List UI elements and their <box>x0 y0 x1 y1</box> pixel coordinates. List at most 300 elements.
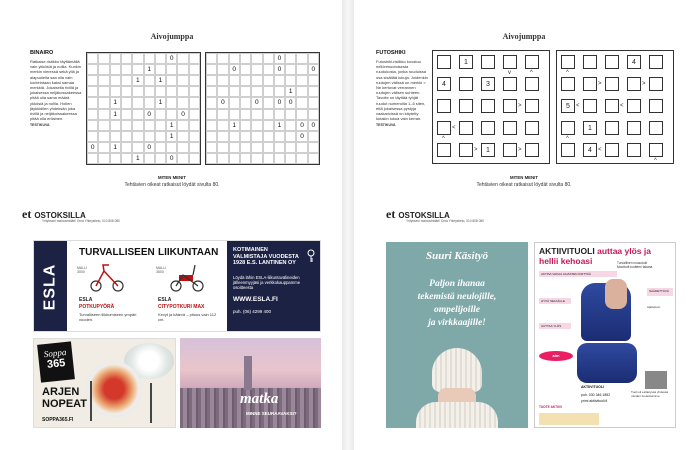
grid-cell[interactable] <box>132 142 143 153</box>
grid-cell[interactable] <box>229 131 240 142</box>
citykick-icon <box>169 261 205 293</box>
grid-cell[interactable] <box>177 142 188 153</box>
futoshiki-cell[interactable] <box>649 55 663 69</box>
grid-cell[interactable] <box>206 97 217 108</box>
model-2-name: ESLA <box>158 297 172 303</box>
grid-cell[interactable]: 1 <box>132 153 143 164</box>
grid-cell[interactable] <box>308 153 319 164</box>
grid-cell[interactable] <box>144 53 155 64</box>
grid-cell[interactable] <box>87 109 98 120</box>
futoshiki-cell[interactable] <box>503 121 517 135</box>
grid-cell[interactable] <box>274 109 285 120</box>
puzzle-name: BINAIRO <box>30 50 54 56</box>
futoshiki-cell[interactable] <box>481 55 495 69</box>
grid-cell[interactable] <box>87 153 98 164</box>
grid-cell[interactable] <box>229 97 240 108</box>
grid-cell[interactable] <box>121 109 132 120</box>
grid-cell[interactable] <box>251 64 262 75</box>
grid-cell[interactable] <box>206 75 217 86</box>
grid-cell[interactable] <box>121 131 132 142</box>
grid-cell[interactable] <box>177 120 188 131</box>
grid-cell[interactable] <box>189 142 200 153</box>
futoshiki-cell[interactable] <box>459 121 473 135</box>
grid-cell[interactable]: 0 <box>274 53 285 64</box>
grid-cell[interactable] <box>155 64 166 75</box>
puzzle-instructions <box>376 59 430 129</box>
esla-company: KOTIMAINEN VALMISTAJA VUODESTA 1928 E.S. LANTINEN OY <box>233 247 299 266</box>
grid-cell[interactable] <box>98 153 109 164</box>
futoshiki-cell[interactable]: 1 <box>583 121 597 135</box>
futoshiki-cell[interactable] <box>649 121 663 135</box>
grid-cell[interactable] <box>229 86 240 97</box>
grid-cell[interactable] <box>166 97 177 108</box>
grid-cell[interactable] <box>206 142 217 153</box>
grid-cell[interactable] <box>155 86 166 97</box>
grid-cell[interactable]: 1 <box>155 75 166 86</box>
grid-cell[interactable] <box>296 153 307 164</box>
esla-url[interactable]: WWW.ESLA.FI <box>233 296 278 304</box>
grid-cell[interactable] <box>274 75 285 86</box>
grid-cell[interactable] <box>144 86 155 97</box>
model-2-tag: MALLI 3600 <box>156 266 167 274</box>
suuri-kasityo-ad[interactable] <box>386 242 528 428</box>
grid-cell[interactable]: 0 <box>296 120 307 131</box>
grid-cell[interactable] <box>240 142 251 153</box>
grid-cell[interactable]: 1 <box>144 64 155 75</box>
grid-cell[interactable] <box>285 131 296 142</box>
grid-cell[interactable] <box>87 64 98 75</box>
esla-info-panel <box>227 241 321 332</box>
grid-cell[interactable] <box>98 64 109 75</box>
grid-cell[interactable]: 0 <box>251 97 262 108</box>
aktiivi-bullets <box>617 261 652 269</box>
grid-cell[interactable] <box>285 75 296 86</box>
grid-cell[interactable] <box>98 97 109 108</box>
grid-cell[interactable] <box>189 131 200 142</box>
grid-cell[interactable] <box>144 131 155 142</box>
grid-cell[interactable]: 0 <box>144 109 155 120</box>
grid-cell[interactable]: 0 <box>166 153 177 164</box>
grid-cell[interactable]: 0 <box>177 109 188 120</box>
grid-cell[interactable] <box>229 153 240 164</box>
section-subheading: Yritykseni mainosträtäri! Oma Yhteystieto, 010 808 080 <box>42 219 120 223</box>
inequality-sign: ^ <box>442 136 445 142</box>
grid-cell[interactable] <box>308 131 319 142</box>
grid-cell[interactable]: 0 <box>229 64 240 75</box>
futoshiki-cell[interactable] <box>605 99 619 113</box>
futoshiki-cell[interactable] <box>649 143 663 157</box>
grid-cell[interactable]: 1 <box>110 109 121 120</box>
grid-cell[interactable] <box>229 142 240 153</box>
futoshiki-cell[interactable] <box>525 55 539 69</box>
grid-cell[interactable] <box>285 142 296 153</box>
grid-cell[interactable] <box>98 86 109 97</box>
suuri-copy <box>386 278 528 330</box>
grid-cell[interactable] <box>217 120 228 131</box>
grid-cell[interactable] <box>87 53 98 64</box>
grid-cell[interactable] <box>240 109 251 120</box>
grid-cell[interactable] <box>98 120 109 131</box>
kickbike-icon <box>89 261 125 293</box>
grid-cell[interactable] <box>121 153 132 164</box>
grid-cell[interactable] <box>206 153 217 164</box>
grid-cell[interactable] <box>121 53 132 64</box>
suuri-line-4: ja virkkaajille! <box>428 318 486 328</box>
grid-cell[interactable] <box>144 120 155 131</box>
inequality-sign: ^ <box>530 70 533 76</box>
grid-cell[interactable] <box>296 109 307 120</box>
aktiivi-phone: puh. 030 346 1852 <box>581 393 611 397</box>
aktiivi-headline-3: hellii kehoasi <box>539 256 593 266</box>
futoshiki-cell[interactable] <box>605 77 619 91</box>
grid-cell[interactable] <box>251 153 262 164</box>
grid-cell[interactable]: 0 <box>274 64 285 75</box>
grid-cell[interactable] <box>206 86 217 97</box>
grid-cell[interactable] <box>206 109 217 120</box>
grid-cell[interactable] <box>144 97 155 108</box>
grid-cell[interactable]: 0 <box>308 64 319 75</box>
grid-cell[interactable] <box>132 109 143 120</box>
grid-cell[interactable] <box>110 53 121 64</box>
et-logo: et <box>386 207 396 221</box>
grid-cell[interactable]: 0 <box>274 97 285 108</box>
grid-cell[interactable] <box>285 120 296 131</box>
grid-cell[interactable] <box>217 131 228 142</box>
grid-cell[interactable] <box>155 131 166 142</box>
soppa-headline <box>42 386 87 410</box>
soppa-ad[interactable] <box>33 338 176 428</box>
grid-cell[interactable] <box>274 153 285 164</box>
grid-cell[interactable]: 1 <box>166 120 177 131</box>
grid-cell[interactable] <box>285 153 296 164</box>
futoshiki-cell[interactable] <box>481 121 495 135</box>
grid-cell[interactable] <box>132 97 143 108</box>
futoshiki-cell[interactable] <box>627 77 641 91</box>
futoshiki-cell[interactable] <box>437 55 451 69</box>
grid-cell[interactable] <box>274 131 285 142</box>
grid-cell[interactable] <box>229 109 240 120</box>
grid-cell[interactable] <box>251 131 262 142</box>
futoshiki-cell[interactable] <box>605 143 619 157</box>
grid-cell[interactable]: 0 <box>217 97 228 108</box>
futoshiki-cell[interactable] <box>437 121 451 135</box>
grid-cell[interactable] <box>121 142 132 153</box>
futoshiki-cell[interactable] <box>561 55 575 69</box>
futoshiki-cell[interactable] <box>605 121 619 135</box>
grid-cell[interactable] <box>166 109 177 120</box>
grid-cell[interactable] <box>132 64 143 75</box>
model-2-desc: Kevyt ja kätevä – pituus vain 112 cm. <box>158 312 217 322</box>
grid-cell[interactable] <box>110 153 121 164</box>
futoshiki-cell[interactable] <box>459 99 473 113</box>
grid-cell[interactable] <box>121 97 132 108</box>
grid-cell[interactable] <box>110 120 121 131</box>
grid-cell[interactable] <box>144 75 155 86</box>
grid-cell[interactable] <box>132 120 143 131</box>
grid-cell[interactable] <box>263 109 274 120</box>
grid-cell[interactable] <box>229 53 240 64</box>
grid-cell[interactable] <box>263 97 274 108</box>
futoshiki-cell[interactable] <box>503 55 517 69</box>
grid-cell[interactable] <box>217 153 228 164</box>
grid-cell[interactable] <box>263 64 274 75</box>
grid-cell[interactable] <box>217 142 228 153</box>
futoshiki-cell[interactable]: 4 <box>627 55 641 69</box>
grid-cell[interactable]: 1 <box>155 97 166 108</box>
grid-cell[interactable] <box>110 86 121 97</box>
grid-cell[interactable] <box>217 75 228 86</box>
grid-cell[interactable] <box>110 75 121 86</box>
grid-cell[interactable] <box>274 86 285 97</box>
aktiivituoli-ad[interactable] <box>534 242 676 428</box>
futoshiki-cell[interactable]: 1 <box>481 143 495 157</box>
section-subheading: Yritykseni mainosträtäri! Oma Yhteystieto, 010 808 080 <box>406 219 484 223</box>
futoshiki-cell[interactable] <box>437 99 451 113</box>
model-1-desc: Turvalliseen liikkumiseen ympäri vuoden. <box>79 312 137 322</box>
grid-cell[interactable] <box>166 64 177 75</box>
soppa-url[interactable]: SOPPA365.FI <box>42 417 74 423</box>
grid-cell[interactable] <box>189 97 200 108</box>
left-page <box>4 0 340 450</box>
grid-cell[interactable] <box>98 109 109 120</box>
matka-ad[interactable] <box>180 338 321 428</box>
inequality-sign: < <box>620 103 624 109</box>
grid-cell[interactable] <box>121 75 132 86</box>
grid-cell[interactable] <box>87 86 98 97</box>
grid-cell[interactable] <box>132 86 143 97</box>
grid-cell[interactable] <box>177 131 188 142</box>
grid-cell[interactable] <box>251 75 262 86</box>
grid-cell[interactable] <box>263 153 274 164</box>
grid-cell[interactable] <box>308 86 319 97</box>
grid-cell[interactable] <box>296 142 307 153</box>
grid-cell[interactable] <box>87 75 98 86</box>
futoshiki-cell[interactable]: 5 <box>561 99 575 113</box>
grid-cell[interactable] <box>166 142 177 153</box>
grid-cell[interactable] <box>263 131 274 142</box>
grid-cell[interactable] <box>144 153 155 164</box>
grid-cell[interactable]: 0 <box>296 131 307 142</box>
grid-cell[interactable] <box>87 120 98 131</box>
futoshiki-cell[interactable] <box>583 77 597 91</box>
grid-cell[interactable] <box>240 53 251 64</box>
futoshiki-cell[interactable] <box>525 143 539 157</box>
grid-cell[interactable] <box>240 153 251 164</box>
grid-cell[interactable] <box>240 131 251 142</box>
grid-cell[interactable] <box>177 75 188 86</box>
grid-cell[interactable] <box>263 53 274 64</box>
futoshiki-cell[interactable] <box>649 77 663 91</box>
grid-cell[interactable] <box>308 53 319 64</box>
grid-cell[interactable] <box>251 109 262 120</box>
grid-cell[interactable] <box>206 64 217 75</box>
person-image <box>605 279 627 309</box>
grid-cell[interactable] <box>189 75 200 86</box>
grid-cell[interactable] <box>240 86 251 97</box>
grid-cell[interactable] <box>251 142 262 153</box>
futoshiki-cell[interactable] <box>561 77 575 91</box>
futoshiki-cell[interactable] <box>459 77 473 91</box>
grid-cell[interactable] <box>110 131 121 142</box>
grid-cell[interactable]: 1 <box>166 131 177 142</box>
grid-cell[interactable] <box>229 75 240 86</box>
grid-cell[interactable]: 0 <box>166 53 177 64</box>
grid-cell[interactable] <box>189 109 200 120</box>
grid-cell[interactable] <box>110 64 121 75</box>
grid-cell[interactable] <box>189 53 200 64</box>
grid-cell[interactable]: 1 <box>110 142 121 153</box>
grid-cell[interactable] <box>296 64 307 75</box>
grid-cell[interactable]: 0 <box>87 142 98 153</box>
grid-cell[interactable] <box>177 97 188 108</box>
test-label: TESTIKUVA <box>30 123 50 128</box>
futoshiki-cell[interactable] <box>525 121 539 135</box>
grid-cell[interactable]: 0 <box>285 97 296 108</box>
grid-cell[interactable] <box>189 153 200 164</box>
futoshiki-cell[interactable] <box>605 55 619 69</box>
grid-cell[interactable] <box>121 86 132 97</box>
futoshiki-cell[interactable] <box>649 99 663 113</box>
grid-cell[interactable] <box>263 142 274 153</box>
grid-cell[interactable] <box>98 142 109 153</box>
grid-cell[interactable] <box>274 142 285 153</box>
futoshiki-cell[interactable] <box>583 99 597 113</box>
right-page <box>356 0 692 450</box>
inequality-sign: > <box>474 147 478 153</box>
grid-cell[interactable] <box>251 53 262 64</box>
futoshiki-cell[interactable] <box>481 99 495 113</box>
grid-cell[interactable] <box>177 153 188 164</box>
grid-cell[interactable] <box>296 53 307 64</box>
grid-cell[interactable] <box>308 109 319 120</box>
futoshiki-cell[interactable] <box>459 143 473 157</box>
grid-cell[interactable] <box>217 86 228 97</box>
grid-cell[interactable]: 0 <box>144 142 155 153</box>
grid-cell[interactable]: 1 <box>132 75 143 86</box>
futoshiki-cell[interactable] <box>561 121 575 135</box>
grid-cell[interactable] <box>251 120 262 131</box>
binairo-grid-a <box>86 52 201 165</box>
grid-cell[interactable] <box>263 75 274 86</box>
grid-cell[interactable]: 1 <box>229 120 240 131</box>
grid-cell[interactable] <box>98 75 109 86</box>
grid-cell[interactable] <box>285 64 296 75</box>
grid-cell[interactable] <box>121 64 132 75</box>
grid-cell[interactable] <box>296 86 307 97</box>
grid-cell[interactable] <box>308 97 319 108</box>
aktiivi-web[interactable]: yrimi aktiivituoli.fi <box>581 399 608 403</box>
futoshiki-cell[interactable] <box>525 99 539 113</box>
grid-cell[interactable] <box>87 97 98 108</box>
grid-cell[interactable] <box>206 131 217 142</box>
grid-cell[interactable] <box>240 75 251 86</box>
grid-cell[interactable] <box>166 75 177 86</box>
aktiivi-bottom-note: Tuoli oli esittelyssä yhdessä muiden tuoteistamme <box>631 390 669 398</box>
grid-cell[interactable] <box>87 131 98 142</box>
suuri-line-1: Paljon ihanaa <box>429 279 485 289</box>
pasta-plate-image <box>86 361 142 417</box>
futoshiki-cell[interactable] <box>561 143 575 157</box>
grid-cell[interactable] <box>98 131 109 142</box>
grid-cell[interactable] <box>240 120 251 131</box>
grid-cell[interactable] <box>240 97 251 108</box>
grid-cell[interactable] <box>206 120 217 131</box>
grid-cell[interactable] <box>217 53 228 64</box>
esla-body: Löydä lähin ESLA-liikuntavälineiden jälleenmyyjäsi ja verkkokauppamme osoitteesta <box>233 274 301 290</box>
grid-cell[interactable] <box>177 64 188 75</box>
grid-cell[interactable] <box>155 109 166 120</box>
grid-cell[interactable] <box>189 64 200 75</box>
knit-hat-image <box>432 348 482 392</box>
test-label: TESTIKUVA <box>376 123 396 128</box>
futoshiki-cell[interactable] <box>627 121 641 135</box>
grid-cell[interactable] <box>240 64 251 75</box>
grid-cell[interactable] <box>121 120 132 131</box>
grid-cell[interactable] <box>285 53 296 64</box>
aktiivi-tag-2: HYVÄ SELKÄLLE <box>539 298 571 304</box>
futoshiki-grid-b <box>556 50 674 164</box>
futoshiki-cell[interactable] <box>503 99 517 113</box>
grid-cell[interactable]: 1 <box>274 120 285 131</box>
futoshiki-cell[interactable]: 4 <box>583 143 597 157</box>
futoshiki-cell[interactable] <box>503 77 517 91</box>
grid-cell[interactable] <box>217 64 228 75</box>
grid-cell[interactable] <box>296 97 307 108</box>
grid-cell[interactable]: 1 <box>285 86 296 97</box>
grid-cell[interactable] <box>132 53 143 64</box>
futoshiki-cell[interactable] <box>503 143 517 157</box>
futoshiki-cell[interactable] <box>627 143 641 157</box>
suuri-logo: Suuri Käsityö <box>425 250 489 262</box>
grid-cell[interactable] <box>296 75 307 86</box>
grid-cell[interactable] <box>263 120 274 131</box>
grid-cell[interactable] <box>155 120 166 131</box>
grid-cell[interactable] <box>206 53 217 64</box>
grid-cell[interactable] <box>308 142 319 153</box>
futoshiki-cell[interactable]: 3 <box>481 77 495 91</box>
instructions-text: Ratkaise ristikko täyttämällä vain ykkösiä ja nollia. Kunkin merkin vieressä sekä yllä ja alapuolella saa olla vain korkeintaan kaksi samaa merkkiä. Jokaisella rivillä ja jokaisessa neljäkossakeessa pitää olla sama määrä ykkösiä ja nollia. Hollen jäykkidilen yhdeksän joka rivillä ja neljäkoissakeessa pitää olla erilainen. <box>30 59 82 122</box>
grid-cell[interactable] <box>189 86 200 97</box>
esla-ad[interactable] <box>33 240 321 332</box>
grid-cell[interactable] <box>308 75 319 86</box>
grid-cell[interactable]: 1 <box>110 97 121 108</box>
grid-cell[interactable] <box>166 86 177 97</box>
grid-cell[interactable] <box>263 86 274 97</box>
grid-cell[interactable] <box>98 53 109 64</box>
grid-cell[interactable] <box>177 53 188 64</box>
futoshiki-cell[interactable]: 1 <box>459 55 473 69</box>
futoshiki-cell[interactable]: 4 <box>437 77 451 91</box>
grid-cell[interactable] <box>217 109 228 120</box>
futoshiki-cell[interactable] <box>583 55 597 69</box>
inequality-sign: < <box>452 125 456 131</box>
grid-cell[interactable] <box>155 153 166 164</box>
grid-cell[interactable] <box>189 120 200 131</box>
grid-cell[interactable] <box>155 142 166 153</box>
aktiivi-side-2: Ajatteluun <box>647 305 661 309</box>
futoshiki-cell[interactable] <box>437 143 451 157</box>
futoshiki-cell[interactable] <box>627 99 641 113</box>
grid-cell[interactable] <box>155 53 166 64</box>
aktiivi-tag-3: AUTTAA YLÖS <box>539 323 571 329</box>
grid-cell[interactable] <box>132 131 143 142</box>
futoshiki-cell[interactable] <box>525 77 539 91</box>
grid-cell[interactable] <box>285 109 296 120</box>
aim-badge: aim <box>539 351 573 361</box>
grid-cell[interactable] <box>251 86 262 97</box>
grid-cell[interactable]: 0 <box>308 120 319 131</box>
grid-cell[interactable] <box>177 86 188 97</box>
